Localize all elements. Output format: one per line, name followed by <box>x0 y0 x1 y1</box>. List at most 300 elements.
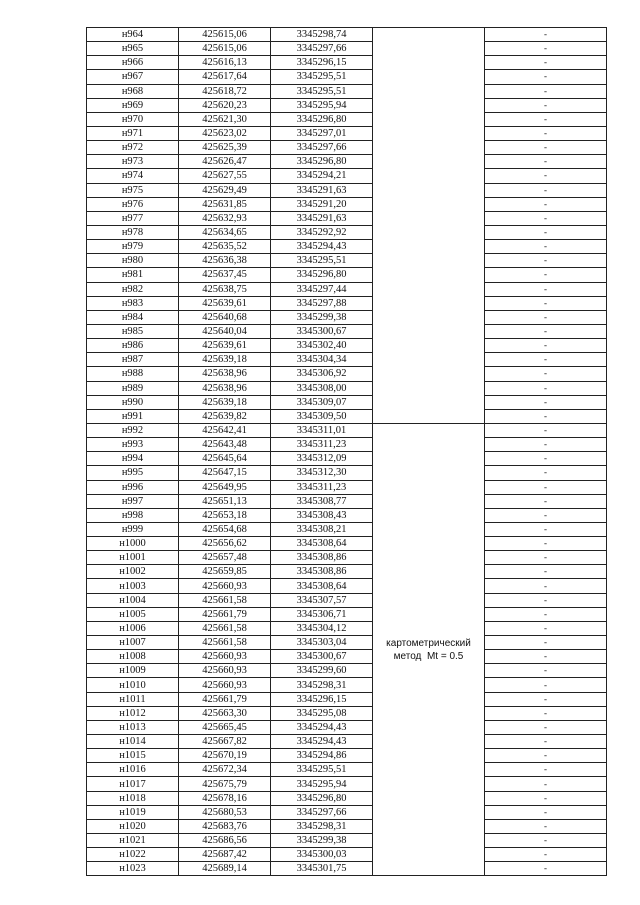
x-coordinate-cell: 425689,14 <box>179 862 271 876</box>
point-name-cell: н976 <box>87 197 179 211</box>
error-value-cell: - <box>485 409 607 423</box>
y-coordinate-cell: 3345311,23 <box>271 480 373 494</box>
point-name-cell: н1000 <box>87 537 179 551</box>
error-value-cell: - <box>485 438 607 452</box>
table-row <box>87 225 607 239</box>
point-name-cell: н1022 <box>87 848 179 862</box>
y-coordinate-cell: 3345298,74 <box>271 28 373 42</box>
table-row <box>87 480 607 494</box>
y-coordinate-cell: 3345309,07 <box>271 395 373 409</box>
error-value-cell: - <box>485 169 607 183</box>
x-coordinate-cell: 425631,85 <box>179 197 271 211</box>
table-row <box>87 84 607 98</box>
point-name-cell: н993 <box>87 438 179 452</box>
error-value-cell: - <box>485 636 607 650</box>
x-coordinate-cell: 425645,64 <box>179 452 271 466</box>
point-name-cell: н966 <box>87 56 179 70</box>
y-coordinate-cell: 3345297,66 <box>271 805 373 819</box>
error-value-cell: - <box>485 197 607 211</box>
error-value-cell: - <box>485 777 607 791</box>
error-value-cell: - <box>485 862 607 876</box>
x-coordinate-cell: 425680,53 <box>179 805 271 819</box>
x-coordinate-cell: 425672,34 <box>179 763 271 777</box>
table-row <box>87 551 607 565</box>
x-coordinate-cell: 425687,42 <box>179 848 271 862</box>
y-coordinate-cell: 3345292,92 <box>271 225 373 239</box>
y-coordinate-cell: 3345295,08 <box>271 706 373 720</box>
x-coordinate-cell: 425617,64 <box>179 70 271 84</box>
table-row <box>87 70 607 84</box>
point-name-cell: н990 <box>87 395 179 409</box>
y-coordinate-cell: 3345308,64 <box>271 537 373 551</box>
x-coordinate-cell: 425639,18 <box>179 353 271 367</box>
x-coordinate-cell: 425639,82 <box>179 409 271 423</box>
error-value-cell: - <box>485 819 607 833</box>
point-name-cell: н992 <box>87 423 179 437</box>
x-coordinate-cell: 425667,82 <box>179 735 271 749</box>
point-name-cell: н967 <box>87 70 179 84</box>
error-value-cell: - <box>485 56 607 70</box>
error-value-cell: - <box>485 650 607 664</box>
error-value-cell: - <box>485 254 607 268</box>
y-coordinate-cell: 3345295,51 <box>271 763 373 777</box>
error-value-cell: - <box>485 791 607 805</box>
x-coordinate-cell: 425626,47 <box>179 155 271 169</box>
point-name-cell: н986 <box>87 339 179 353</box>
table-row <box>87 211 607 225</box>
table-row <box>87 395 607 409</box>
x-coordinate-cell: 425683,76 <box>179 819 271 833</box>
x-coordinate-cell: 425647,15 <box>179 466 271 480</box>
x-coordinate-cell: 425660,93 <box>179 664 271 678</box>
y-coordinate-cell: 3345291,20 <box>271 197 373 211</box>
x-coordinate-cell: 425640,68 <box>179 310 271 324</box>
error-value-cell: - <box>485 480 607 494</box>
x-coordinate-cell: 425661,79 <box>179 692 271 706</box>
y-coordinate-cell: 3345303,04 <box>271 636 373 650</box>
error-value-cell: - <box>485 565 607 579</box>
table-row <box>87 805 607 819</box>
x-coordinate-cell: 425661,58 <box>179 593 271 607</box>
table-row <box>87 282 607 296</box>
point-name-cell: н1020 <box>87 819 179 833</box>
x-coordinate-cell: 425632,93 <box>179 211 271 225</box>
y-coordinate-cell: 3345308,64 <box>271 579 373 593</box>
table-row <box>87 197 607 211</box>
x-coordinate-cell: 425627,55 <box>179 169 271 183</box>
table-row <box>87 452 607 466</box>
y-coordinate-cell: 3345307,57 <box>271 593 373 607</box>
point-name-cell: н969 <box>87 98 179 112</box>
error-value-cell: - <box>485 84 607 98</box>
error-value-cell: - <box>485 296 607 310</box>
x-coordinate-cell: 425649,95 <box>179 480 271 494</box>
point-name-cell: н984 <box>87 310 179 324</box>
x-coordinate-cell: 425670,19 <box>179 749 271 763</box>
point-name-cell: н996 <box>87 480 179 494</box>
error-value-cell: - <box>485 70 607 84</box>
error-value-cell: - <box>485 339 607 353</box>
table-row <box>87 409 607 423</box>
point-name-cell: н983 <box>87 296 179 310</box>
x-coordinate-cell: 425656,62 <box>179 537 271 551</box>
point-name-cell: н978 <box>87 225 179 239</box>
point-name-cell: н987 <box>87 353 179 367</box>
x-coordinate-cell: 425657,48 <box>179 551 271 565</box>
x-coordinate-cell: 425642,41 <box>179 423 271 437</box>
table-row <box>87 367 607 381</box>
y-coordinate-cell: 3345301,75 <box>271 862 373 876</box>
error-value-cell: - <box>485 98 607 112</box>
error-value-cell: - <box>485 706 607 720</box>
table-row <box>87 522 607 536</box>
x-coordinate-cell: 425651,13 <box>179 494 271 508</box>
x-coordinate-cell: 425675,79 <box>179 777 271 791</box>
x-coordinate-cell: 425637,45 <box>179 268 271 282</box>
point-name-cell: н1005 <box>87 607 179 621</box>
error-value-cell: - <box>485 282 607 296</box>
error-value-cell: - <box>485 452 607 466</box>
point-name-cell: н1006 <box>87 621 179 635</box>
error-value-cell: - <box>485 112 607 126</box>
y-coordinate-cell: 3345300,03 <box>271 848 373 862</box>
x-coordinate-cell: 425615,06 <box>179 28 271 42</box>
y-coordinate-cell: 3345296,80 <box>271 155 373 169</box>
x-coordinate-cell: 425678,16 <box>179 791 271 805</box>
y-coordinate-cell: 3345295,94 <box>271 98 373 112</box>
table-row <box>87 692 607 706</box>
point-name-cell: н1001 <box>87 551 179 565</box>
error-value-cell: - <box>485 466 607 480</box>
point-name-cell: н1011 <box>87 692 179 706</box>
y-coordinate-cell: 3345304,12 <box>271 621 373 635</box>
y-coordinate-cell: 3345294,43 <box>271 240 373 254</box>
x-coordinate-cell: 425618,72 <box>179 84 271 98</box>
y-coordinate-cell: 3345308,21 <box>271 522 373 536</box>
error-value-cell: - <box>485 735 607 749</box>
table-row <box>87 155 607 169</box>
table-row <box>87 42 607 56</box>
x-coordinate-cell: 425636,38 <box>179 254 271 268</box>
point-name-cell: н1017 <box>87 777 179 791</box>
table-row <box>87 183 607 197</box>
x-coordinate-cell: 425643,48 <box>179 438 271 452</box>
table-row <box>87 834 607 848</box>
error-value-cell: - <box>485 664 607 678</box>
table-row <box>87 593 607 607</box>
table-row <box>87 324 607 338</box>
error-value-cell: - <box>485 225 607 239</box>
x-coordinate-cell: 425638,75 <box>179 282 271 296</box>
y-coordinate-cell: 3345309,50 <box>271 409 373 423</box>
point-name-cell: н1004 <box>87 593 179 607</box>
table-row <box>87 862 607 876</box>
point-name-cell: н1019 <box>87 805 179 819</box>
y-coordinate-cell: 3345297,44 <box>271 282 373 296</box>
y-coordinate-cell: 3345296,15 <box>271 56 373 70</box>
point-name-cell: н1008 <box>87 650 179 664</box>
x-coordinate-cell: 425621,30 <box>179 112 271 126</box>
y-coordinate-cell: 3345300,67 <box>271 650 373 664</box>
error-value-cell: - <box>485 381 607 395</box>
x-coordinate-cell: 425660,93 <box>179 650 271 664</box>
y-coordinate-cell: 3345306,92 <box>271 367 373 381</box>
x-coordinate-cell: 425625,39 <box>179 141 271 155</box>
error-value-cell: - <box>485 834 607 848</box>
table-row <box>87 763 607 777</box>
y-coordinate-cell: 3345295,51 <box>271 254 373 268</box>
x-coordinate-cell: 425659,85 <box>179 565 271 579</box>
table-row <box>87 98 607 112</box>
point-name-cell: н995 <box>87 466 179 480</box>
method-label-line1: картометрический <box>386 637 471 649</box>
error-value-cell: - <box>485 353 607 367</box>
error-value-cell: - <box>485 522 607 536</box>
table-row <box>87 706 607 720</box>
point-name-cell: н999 <box>87 522 179 536</box>
error-value-cell: - <box>485 423 607 437</box>
x-coordinate-cell: 425640,04 <box>179 324 271 338</box>
error-value-cell: - <box>485 395 607 409</box>
y-coordinate-cell: 3345294,43 <box>271 735 373 749</box>
point-name-cell: н985 <box>87 324 179 338</box>
y-coordinate-cell: 3345297,01 <box>271 126 373 140</box>
point-name-cell: н1015 <box>87 749 179 763</box>
error-value-cell: - <box>485 537 607 551</box>
y-coordinate-cell: 3345299,38 <box>271 834 373 848</box>
x-coordinate-cell: 425661,58 <box>179 636 271 650</box>
x-coordinate-cell: 425660,93 <box>179 579 271 593</box>
y-coordinate-cell: 3345311,01 <box>271 423 373 437</box>
table-row <box>87 126 607 140</box>
error-value-cell: - <box>485 494 607 508</box>
y-coordinate-cell: 3345294,21 <box>271 169 373 183</box>
table-row <box>87 28 607 42</box>
table-row <box>87 254 607 268</box>
table-row <box>87 381 607 395</box>
error-value-cell: - <box>485 749 607 763</box>
table-row <box>87 466 607 480</box>
y-coordinate-cell: 3345308,00 <box>271 381 373 395</box>
point-name-cell: н988 <box>87 367 179 381</box>
point-name-cell: н973 <box>87 155 179 169</box>
table-row <box>87 749 607 763</box>
x-coordinate-cell: 425661,58 <box>179 621 271 635</box>
table-row <box>87 621 607 635</box>
y-coordinate-cell: 3345302,40 <box>271 339 373 353</box>
y-coordinate-cell: 3345299,60 <box>271 664 373 678</box>
error-value-cell: - <box>485 268 607 282</box>
method-cell-empty <box>373 28 485 424</box>
point-name-cell: н975 <box>87 183 179 197</box>
x-coordinate-cell: 425660,93 <box>179 678 271 692</box>
table-row <box>87 240 607 254</box>
point-name-cell: н1016 <box>87 763 179 777</box>
point-name-cell: н1007 <box>87 636 179 650</box>
x-coordinate-cell: 425654,68 <box>179 522 271 536</box>
error-value-cell: - <box>485 848 607 862</box>
error-value-cell: - <box>485 42 607 56</box>
point-name-cell: н1009 <box>87 664 179 678</box>
table-row <box>87 494 607 508</box>
x-coordinate-cell: 425639,61 <box>179 296 271 310</box>
x-coordinate-cell: 425639,18 <box>179 395 271 409</box>
y-coordinate-cell: 3345296,80 <box>271 112 373 126</box>
x-coordinate-cell: 425635,52 <box>179 240 271 254</box>
point-name-cell: н1023 <box>87 862 179 876</box>
y-coordinate-cell: 3345296,15 <box>271 692 373 706</box>
y-coordinate-cell: 3345295,94 <box>271 777 373 791</box>
error-value-cell: - <box>485 367 607 381</box>
table-row <box>87 310 607 324</box>
error-value-cell: - <box>485 607 607 621</box>
coordinates-table-body <box>87 28 607 876</box>
table-row <box>87 423 607 437</box>
x-coordinate-cell: 425638,96 <box>179 367 271 381</box>
error-value-cell: - <box>485 692 607 706</box>
table-row <box>87 112 607 126</box>
table-row <box>87 169 607 183</box>
error-value-cell: - <box>485 805 607 819</box>
x-coordinate-cell: 425634,65 <box>179 225 271 239</box>
table-row <box>87 141 607 155</box>
error-value-cell: - <box>485 126 607 140</box>
point-name-cell: н991 <box>87 409 179 423</box>
y-coordinate-cell: 3345306,71 <box>271 607 373 621</box>
y-coordinate-cell: 3345299,38 <box>271 310 373 324</box>
y-coordinate-cell: 3345298,31 <box>271 678 373 692</box>
error-value-cell: - <box>485 155 607 169</box>
table-row <box>87 720 607 734</box>
x-coordinate-cell: 425629,49 <box>179 183 271 197</box>
y-coordinate-cell: 3345308,43 <box>271 508 373 522</box>
point-name-cell: н972 <box>87 141 179 155</box>
error-value-cell: - <box>485 310 607 324</box>
point-name-cell: н1002 <box>87 565 179 579</box>
table-row <box>87 848 607 862</box>
table-row <box>87 537 607 551</box>
table-row <box>87 791 607 805</box>
y-coordinate-cell: 3345308,77 <box>271 494 373 508</box>
y-coordinate-cell: 3345297,66 <box>271 42 373 56</box>
table-row <box>87 650 607 664</box>
y-coordinate-cell: 3345308,86 <box>271 551 373 565</box>
error-value-cell: - <box>485 28 607 42</box>
y-coordinate-cell: 3345300,67 <box>271 324 373 338</box>
table-row <box>87 508 607 522</box>
point-name-cell: н980 <box>87 254 179 268</box>
error-value-cell: - <box>485 579 607 593</box>
point-name-cell: н1013 <box>87 720 179 734</box>
table-row <box>87 607 607 621</box>
point-name-cell: н977 <box>87 211 179 225</box>
method-cell <box>373 423 485 876</box>
method-label-line2: метод Mt = 0.5 <box>393 650 464 662</box>
x-coordinate-cell: 425665,45 <box>179 720 271 734</box>
table-row <box>87 664 607 678</box>
point-name-cell: н974 <box>87 169 179 183</box>
x-coordinate-cell: 425639,61 <box>179 339 271 353</box>
x-coordinate-cell: 425615,06 <box>179 42 271 56</box>
point-name-cell: н979 <box>87 240 179 254</box>
point-name-cell: н981 <box>87 268 179 282</box>
point-name-cell: н982 <box>87 282 179 296</box>
y-coordinate-cell: 3345294,43 <box>271 720 373 734</box>
y-coordinate-cell: 3345304,34 <box>271 353 373 367</box>
table-row <box>87 735 607 749</box>
error-value-cell: - <box>485 141 607 155</box>
error-value-cell: - <box>485 551 607 565</box>
y-coordinate-cell: 3345312,30 <box>271 466 373 480</box>
y-coordinate-cell: 3345296,80 <box>271 268 373 282</box>
error-value-cell: - <box>485 763 607 777</box>
y-coordinate-cell: 3345298,31 <box>271 819 373 833</box>
point-name-cell: н998 <box>87 508 179 522</box>
error-value-cell: - <box>485 720 607 734</box>
point-name-cell: н1018 <box>87 791 179 805</box>
y-coordinate-cell: 3345295,51 <box>271 84 373 98</box>
point-name-cell: н989 <box>87 381 179 395</box>
error-value-cell: - <box>485 508 607 522</box>
error-value-cell: - <box>485 593 607 607</box>
point-name-cell: н1010 <box>87 678 179 692</box>
table-row <box>87 339 607 353</box>
table-row <box>87 819 607 833</box>
coordinates-table <box>86 27 607 876</box>
point-name-cell: н968 <box>87 84 179 98</box>
table-row <box>87 678 607 692</box>
table-row <box>87 353 607 367</box>
table-row <box>87 565 607 579</box>
coordinates-table-sheet <box>86 27 606 876</box>
error-value-cell: - <box>485 678 607 692</box>
y-coordinate-cell: 3345312,09 <box>271 452 373 466</box>
error-value-cell: - <box>485 183 607 197</box>
x-coordinate-cell: 425686,56 <box>179 834 271 848</box>
table-row <box>87 56 607 70</box>
y-coordinate-cell: 3345295,51 <box>271 70 373 84</box>
point-name-cell: н1014 <box>87 735 179 749</box>
x-coordinate-cell: 425653,18 <box>179 508 271 522</box>
error-value-cell: - <box>485 240 607 254</box>
point-name-cell: н1021 <box>87 834 179 848</box>
x-coordinate-cell: 425661,79 <box>179 607 271 621</box>
x-coordinate-cell: 425620,23 <box>179 98 271 112</box>
y-coordinate-cell: 3345296,80 <box>271 791 373 805</box>
point-name-cell: н997 <box>87 494 179 508</box>
table-row <box>87 438 607 452</box>
table-row <box>87 268 607 282</box>
x-coordinate-cell: 425638,96 <box>179 381 271 395</box>
y-coordinate-cell: 3345297,66 <box>271 141 373 155</box>
table-row <box>87 636 607 650</box>
table-row <box>87 579 607 593</box>
table-row <box>87 296 607 310</box>
point-name-cell: н971 <box>87 126 179 140</box>
error-value-cell: - <box>485 324 607 338</box>
table-row <box>87 777 607 791</box>
y-coordinate-cell: 3345311,23 <box>271 438 373 452</box>
y-coordinate-cell: 3345294,86 <box>271 749 373 763</box>
point-name-cell: н965 <box>87 42 179 56</box>
y-coordinate-cell: 3345291,63 <box>271 183 373 197</box>
x-coordinate-cell: 425623,02 <box>179 126 271 140</box>
point-name-cell: н994 <box>87 452 179 466</box>
error-value-cell: - <box>485 621 607 635</box>
point-name-cell: н1003 <box>87 579 179 593</box>
point-name-cell: н1012 <box>87 706 179 720</box>
point-name-cell: н964 <box>87 28 179 42</box>
